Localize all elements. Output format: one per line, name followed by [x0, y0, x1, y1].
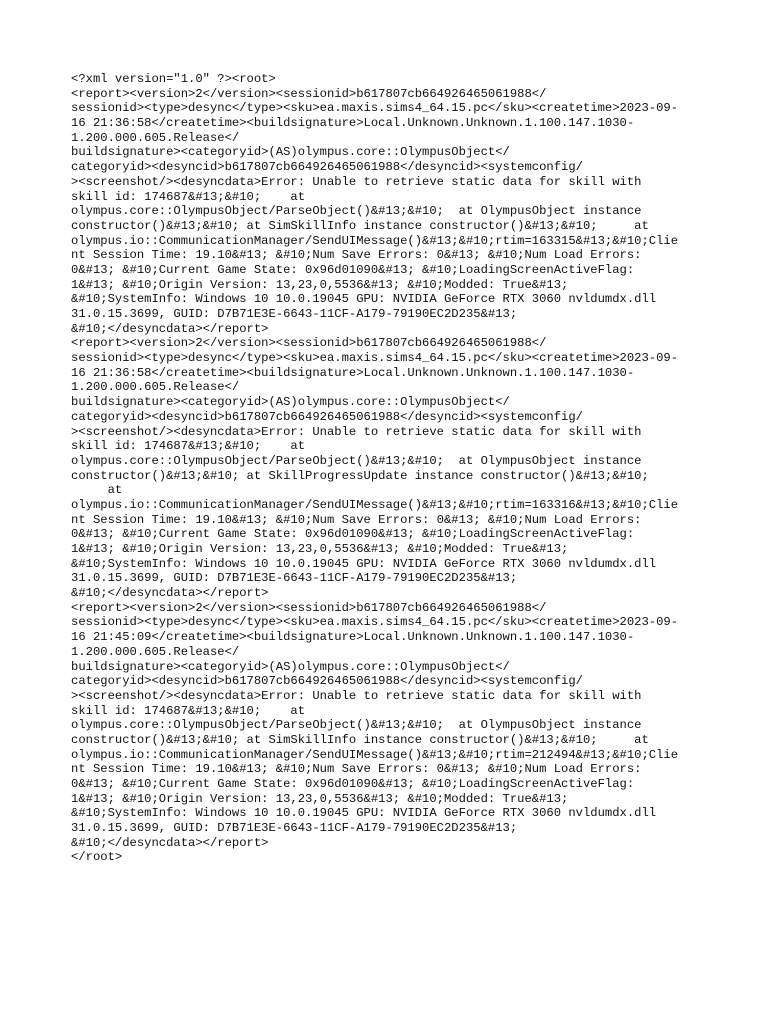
- log-line: categoryid><desyncid>b617807cb664926465061988</desyncid><systemconfig/: [71, 409, 583, 424]
- log-line: constructor()&#13;&#10; at SkillProgressUpdate instance constructor()&#13;&#10;: [71, 468, 649, 483]
- log-line: categoryid><desyncid>b617807cb664926465061988</desyncid><systemconfig/: [71, 160, 583, 175]
- log-line: 1.200.000.605.Release</: [71, 380, 240, 395]
- xml-log-text: [71, 72, 711, 880]
- log-line: buildsignature><categoryid>(AS)olympus.core::OlympusObject</: [71, 395, 510, 410]
- log-line: olympus.core::OlympusObject/ParseObject()&#13;&#10; at OlympusObject instance: [71, 453, 642, 468]
- log-line: 0&#13; &#10;Current Game State: 0x96d01090&#13; &#10;LoadingScreenActiveFlag:: [71, 777, 635, 791]
- log-line: 16 21:36:58</createtime><buildsignature>Local.Unknown.Unknown.1.100.147.1030-: [71, 365, 635, 380]
- log-line: &#10;</desyncdata></report>: [71, 586, 269, 601]
- log-line: <?xml version="1.0" ?><root>: [71, 72, 276, 86]
- log-line: <report><version>2</version><sessionid>b617807cb664926465061988</: [71, 600, 547, 615]
- log-line: 31.0.15.3699, GUID: D7B71E3E-6643-11CF-A179-79190EC2D235&#13;: [71, 571, 518, 586]
- log-line: skill id: 174687&#13;&#10; at: [71, 703, 306, 718]
- log-line: olympus.io::CommunicationManager/SendUIMessage()&#13;&#10;rtim=163315&#13;&#10;Clie: [71, 233, 679, 248]
- log-line: ><screenshot/><desyncdata>Error: Unable to retrieve static data for skill with: [71, 174, 642, 189]
- log-line: &#10;</desyncdata></report>: [71, 321, 269, 336]
- log-line: ><screenshot/><desyncdata>Error: Unable to retrieve static data for skill with: [71, 424, 642, 439]
- log-line: &#10;SystemInfo: Windows 10 10.0.19045 GPU: NVIDIA GeForce RTX 3060 nvldumdx.dll: [71, 556, 657, 571]
- log-line: 1.200.000.605.Release</: [71, 644, 240, 659]
- log-line: categoryid><desyncid>b617807cb664926465061988</desyncid><systemconfig/: [71, 674, 583, 689]
- log-line: sessionid><type>desync</type><sku>ea.maxis.sims4_64.15.pc</sku><createtime>2023-09-: [71, 101, 679, 116]
- log-line: 1&#13; &#10;Origin Version: 13,23,0,5536&#13; &#10;Modded: True&#13;: [71, 277, 569, 292]
- log-line: ><screenshot/><desyncdata>Error: Unable to retrieve static data for skill with: [71, 688, 642, 703]
- log-line: 0&#13; &#10;Current Game State: 0x96d01090&#13; &#10;LoadingScreenActiveFlag:: [71, 262, 635, 277]
- log-line: 16 21:36:58</createtime><buildsignature>Local.Unknown.Unknown.1.100.147.1030-: [71, 116, 635, 131]
- log-line: sessionid><type>desync</type><sku>ea.maxis.sims4_64.15.pc</sku><createtime>2023-09-: [71, 615, 679, 630]
- log-line: olympus.core::OlympusObject/ParseObject()&#13;&#10; at OlympusObject instance: [71, 718, 642, 733]
- log-line: at: [71, 483, 123, 498]
- log-line: olympus.io::CommunicationManager/SendUIMessage()&#13;&#10;rtim=212494&#13;&#10;Clie: [71, 747, 679, 762]
- log-line: nt Session Time: 19.10&#13; &#10;Num Save Errors: 0&#13; &#10;Num Load Errors:: [71, 248, 642, 263]
- log-line: 31.0.15.3699, GUID: D7B71E3E-6643-11CF-A179-79190EC2D235&#13;: [71, 307, 518, 321]
- log-line: buildsignature><categoryid>(AS)olympus.core::OlympusObject</: [71, 145, 510, 160]
- log-line: constructor()&#13;&#10; at SimSkillInfo instance constructor()&#13;&#10; at: [71, 218, 649, 233]
- log-line: olympus.core::OlympusObject/ParseObject()&#13;&#10; at OlympusObject instance: [71, 204, 642, 219]
- log-line: 0&#13; &#10;Current Game State: 0x96d01090&#13; &#10;LoadingScreenActiveFlag:: [71, 527, 635, 542]
- log-line: [71, 865, 711, 880]
- log-line: skill id: 174687&#13;&#10; at: [71, 189, 306, 204]
- log-line: nt Session Time: 19.10&#13; &#10;Num Save Errors: 0&#13; &#10;Num Load Errors:: [71, 512, 642, 527]
- log-line: </root>: [71, 850, 123, 865]
- log-line: 31.0.15.3699, GUID: D7B71E3E-6643-11CF-A179-79190EC2D235&#13;: [71, 821, 518, 836]
- log-line: olympus.io::CommunicationManager/SendUIMessage()&#13;&#10;rtim=163316&#13;&#10;Clie: [71, 497, 679, 512]
- log-line: &#10;SystemInfo: Windows 10 10.0.19045 GPU: NVIDIA GeForce RTX 3060 nvldumdx.dll: [71, 806, 657, 821]
- log-line: &#10;</desyncdata></report>: [71, 835, 269, 850]
- log-line: nt Session Time: 19.10&#13; &#10;Num Save Errors: 0&#13; &#10;Num Load Errors:: [71, 762, 642, 777]
- log-line: 1&#13; &#10;Origin Version: 13,23,0,5536&#13; &#10;Modded: True&#13;: [71, 791, 569, 806]
- log-line: 16 21:45:09</createtime><buildsignature>Local.Unknown.Unknown.1.100.147.1030-: [71, 630, 635, 645]
- log-line: &#10;SystemInfo: Windows 10 10.0.19045 GPU: NVIDIA GeForce RTX 3060 nvldumdx.dll: [71, 292, 657, 307]
- log-line: constructor()&#13;&#10; at SimSkillInfo instance constructor()&#13;&#10; at: [71, 732, 649, 747]
- log-line: 1&#13; &#10;Origin Version: 13,23,0,5536&#13; &#10;Modded: True&#13;: [71, 542, 569, 556]
- log-line: 1.200.000.605.Release</: [71, 130, 240, 145]
- log-line: <report><version>2</version><sessionid>b617807cb664926465061988</: [71, 336, 547, 351]
- log-line: sessionid><type>desync</type><sku>ea.maxis.sims4_64.15.pc</sku><createtime>2023-09-: [71, 351, 679, 366]
- log-line: skill id: 174687&#13;&#10; at: [71, 439, 306, 454]
- log-line: <report><version>2</version><sessionid>b617807cb664926465061988</: [71, 86, 547, 101]
- log-line: buildsignature><categoryid>(AS)olympus.core::OlympusObject</: [71, 659, 510, 674]
